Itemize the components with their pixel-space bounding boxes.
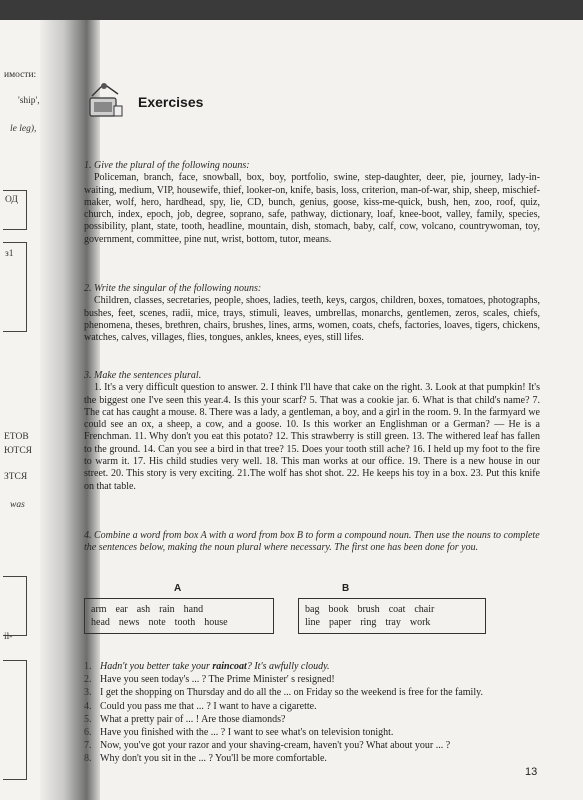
word: coat: [388, 604, 406, 615]
sentence-number: 4.: [84, 700, 92, 712]
word: note: [148, 617, 166, 628]
sentence-item: [84, 686, 544, 699]
page-content: [84, 20, 574, 800]
sentence-number: 8.: [84, 753, 92, 765]
sentence-number: 3.: [84, 687, 92, 699]
sentence-number: 5.: [84, 713, 92, 725]
exercise-1: [84, 160, 540, 246]
word: ash: [136, 604, 151, 615]
left-fragment: il-: [4, 632, 13, 642]
sentence-item: [84, 713, 544, 726]
word: news: [118, 617, 140, 628]
sentence-number: 1.: [84, 661, 92, 672]
exercise-2: [84, 283, 540, 344]
sentence-pre: Hadn't you better take your: [100, 661, 213, 672]
sentence-text: Have you seen today's ... ? The Prime Minister' s resigned!: [100, 674, 335, 686]
sentence-item: [84, 752, 544, 765]
left-fragment: ЕТОВ: [4, 432, 29, 442]
box-a-label: A: [174, 583, 182, 594]
left-fragment: le leg),: [10, 124, 37, 134]
word: hand: [183, 604, 204, 615]
left-fragment: ЮТСЯ: [4, 446, 33, 456]
word: ear: [115, 604, 128, 615]
box-b-label: B: [342, 583, 350, 594]
exercise-body: Policeman, branch, face, snowball, box, boy, portfolio, swine, step-daughter, deer, pie, journey, lady-in-waiting, medium, VIP, housewife, thief, looker-on, knife, basis, loss, criterion, man-of-war, ship, sheep, mischief-maker, wolf, hero, hardhead, spy, lie, CD, bunch, genius, goose, kiss-me-quick, bush, hen, zoo, roof, quiz, church, index, epoch, job, degree, soprano, safe, pathway, dictionary, loaf, knee-boot, valley, family, species, possibility, plant, state, tooth, headline, mountain, dish, stomach, baby, calf, cow, volcano, countrywoman, toy, government, committee, pine nut, wrist, bottom, tutor, means.: [84, 172, 540, 245]
word: paper: [329, 617, 352, 628]
exercises-heading: [84, 80, 384, 120]
word-box-a: [84, 598, 274, 634]
sentence-number: 7.: [84, 740, 92, 752]
sentence-item: [84, 673, 544, 686]
word: rain: [159, 604, 175, 615]
word: tooth: [174, 617, 196, 628]
sentence-number: 6.: [84, 727, 92, 739]
word: line: [305, 617, 320, 628]
sentence-text: Could you pass me that ... ? I want to have a cigarette.: [100, 700, 317, 712]
left-table-fragment: [3, 242, 27, 332]
word: work: [409, 617, 431, 628]
sentence-list: [84, 660, 544, 766]
word: bag: [305, 604, 320, 615]
sentence-item: [84, 726, 544, 739]
word: head: [91, 617, 110, 628]
word: book: [328, 604, 349, 615]
word: tray: [385, 617, 401, 628]
exercise-4: [84, 530, 540, 555]
sentence-text: Why don't you sit in the ... ? You'll be more comfortable.: [100, 753, 327, 765]
sentence-text: Now, you've got your razor and your shaving-cream, haven't you? What about your ... ?: [100, 740, 451, 752]
exercise-title: 1. Give the plural of the following nouns:: [84, 160, 250, 171]
exercise-body: 1. It's a very difficult question to answer. 2. I think I'll have that cake on the right. 3. Look at that pumpkin! It's the biggest one I've seen this year.4. Is this your scarf? 5. That was a cookie jar. 6. What is that child's name? 7. The cat has caught a mouse. 8. There was a lady, a gentleman, a boy, and a girl in the room. 9. In the farmyard we could see an ox, a sheep, a cow, and a goose. 10. Is this worker an Englishman or a German? — He is a Frenchman. 11. Why don't you eat this potato? 12. This strawberry is still green. 13. The withered leaf has fallen to the ground. 14. Can you see a bird in that tree? 15. Does your tooth still ache? 16. I held up my foot to the fire to warm it. 17. His child studies very well. 18. This man works at our office. 19. There is a new house in our street. 20. This story is very exciting. 21.The wolf has shot shot. 22. He keeps his toy in a box. 23. Put this knife on that table.: [84, 382, 540, 492]
sentence-text: Have you finished with the ... ? I want to see what's on television tonight.: [100, 727, 394, 739]
left-fragment: 'ship',: [18, 96, 40, 106]
sentence-item: [84, 700, 544, 713]
word-row: [91, 616, 267, 629]
word-row: [305, 603, 479, 616]
exercise-title: 4. Combine a word from box A with a word from box B to form a compound noun. Then use the nouns to complete the sentences below, making the noun plural where necessary. The first one has been done for you.: [84, 530, 540, 554]
exercise-pictogram-icon: [84, 80, 126, 120]
left-table-fragment: [3, 576, 27, 636]
exercise-body: Children, classes, secretaries, people, shoes, ladies, teeth, keys, cargos, children, boxes, tomatoes, photographs, bushes, feet, scenes, radii, mice, trays, stimuli, leaves, umbrellas, monarchs, gentlemen, zeros, scales, chiefs, phenomena, theses, brethren, chairs, brushes, lines, arms, women, coats, chefs, factories, loaves, tigers, chickens, watches, calves, villages, flies, tongues, ankles, knees, eyes, still lifes.: [84, 295, 540, 344]
word-row: [305, 616, 479, 629]
left-table-fragment: [3, 190, 27, 230]
top-bar: [0, 0, 583, 20]
left-table-fragment: [3, 660, 27, 780]
word: brush: [357, 604, 380, 615]
sentence-item: [84, 739, 544, 752]
left-fragment: з1: [5, 249, 14, 259]
sentence-text: I get the shopping on Thursday and do all the ... on Friday so the weekend is free for the family.: [100, 687, 483, 699]
answer-word: raincoat: [212, 661, 247, 672]
word-row: [91, 603, 267, 616]
word: house: [204, 617, 228, 628]
word: ring: [360, 617, 377, 628]
left-fragment: ОД: [5, 195, 18, 205]
sentence-post: ? It's awfully cloudy.: [246, 661, 330, 672]
left-fragment: имости:: [4, 70, 37, 80]
sentence-number: 2.: [84, 674, 92, 686]
left-fragment: was: [10, 500, 25, 510]
word: arm: [91, 604, 107, 615]
exercise-3: [84, 370, 540, 493]
page-number: 13: [525, 766, 538, 778]
exercise-title: 3. Make the sentences plural.: [84, 370, 202, 381]
left-fragment: ЗТСЯ: [4, 472, 28, 482]
exercise-title: 2. Write the singular of the following nouns:: [84, 283, 262, 294]
page-title: Exercises: [138, 94, 204, 110]
word-box-b: [298, 598, 486, 634]
sentence-text: [100, 660, 330, 673]
word: chair: [414, 604, 435, 615]
sentence-item: [84, 660, 544, 673]
sentence-text: What a pretty pair of ... ! Are those diamonds?: [100, 713, 286, 725]
